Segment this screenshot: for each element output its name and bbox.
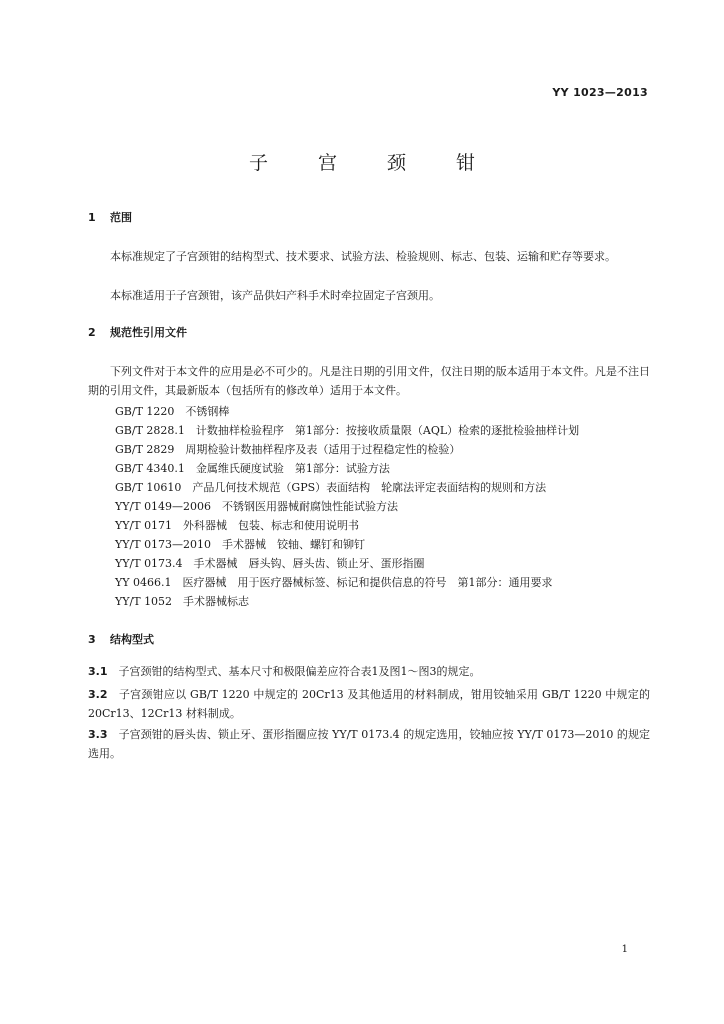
section-1-heading <box>88 209 132 225</box>
reference-item: YY/T 0171 外科器械 包装、标志和使用说明书 <box>115 519 360 532</box>
section-number: 2 <box>88 326 96 339</box>
section-2-intro: 下列文件对于本文件的应用是必不可少的。凡是注日期的引用文件，仅注日期的版本适用于本文件。凡是不注日期的引用文件，其最新版本（包括所有的修改单）适用于本文件。 <box>88 365 650 397</box>
document-title: 子 宫 颈 钳 <box>248 152 498 174</box>
clause-3-3: 3.3 子宫颈钳的唇头齿、锁止牙、蛋形指圈应按 YY/T 0173.4 的规定选用，铰轴应按 YY/T 0173—2010 的规定选用。 <box>88 728 651 760</box>
section-1-paragraph-1: 本标准规定了子宫颈钳的结构型式、技术要求、试验方法、检验规则、标志、包装、运输和贮存等要求。 <box>110 250 616 263</box>
reference-item: GB/T 2828.1 计数抽样检验程序 第1部分：按接收质量限（AQL）检索的逐批检验抽样计划 <box>115 424 580 437</box>
clause-3-1: 3.1 子宫颈钳的结构型式、基本尺寸和极限偏差应符合表1及图1～图3的规定。 <box>88 665 481 678</box>
page-number: 1 <box>621 944 628 955</box>
section-title: 范围 <box>110 211 132 224</box>
reference-item: GB/T 2829 周期检验计数抽样程序及表（适用于过程稳定性的检验） <box>115 443 461 456</box>
reference-item: YY/T 0173—2010 手术器械 铰轴、螺钉和铆钉 <box>115 538 366 551</box>
section-title: 规范性引用文件 <box>110 326 187 339</box>
section-number: 3 <box>88 633 96 646</box>
reference-item: GB/T 1220 不锈钢棒 <box>115 405 230 418</box>
reference-item: YY/T 0149—2006 不锈钢医用器械耐腐蚀性能试验方法 <box>115 500 399 513</box>
reference-item: YY 0466.1 医疗器械 用于医疗器械标签、标记和提供信息的符号 第1部分：通用要求 <box>115 576 553 589</box>
section-1-paragraph-2: 本标准适用于子宫颈钳，该产品供妇产科手术时牵拉固定子宫颈用。 <box>110 289 440 302</box>
section-2-heading <box>88 324 187 340</box>
standard-code: YY 1023—2013 <box>552 86 648 99</box>
section-number: 1 <box>88 211 96 224</box>
section-3-heading <box>88 631 154 647</box>
clause-3-2: 3.2 子宫颈钳应以 GB/T 1220 中规定的 20Cr13 及其他适用的材料制成，钳用铰轴采用 GB/T 1220 中规定的 20Cr13、12Cr13 材料制成。 <box>88 688 650 720</box>
reference-item: GB/T 10610 产品几何技术规范（GPS）表面结构 轮廓法评定表面结构的规则和方法 <box>115 481 547 494</box>
reference-item: YY/T 1052 手术器械标志 <box>115 595 250 608</box>
reference-item: GB/T 4340.1 金属维氏硬度试验 第1部分：试验方法 <box>115 462 390 475</box>
section-title: 结构型式 <box>110 633 154 646</box>
reference-item: YY/T 0173.4 手术器械 唇头钩、唇头齿、锁止牙、蛋形指圈 <box>115 557 425 570</box>
